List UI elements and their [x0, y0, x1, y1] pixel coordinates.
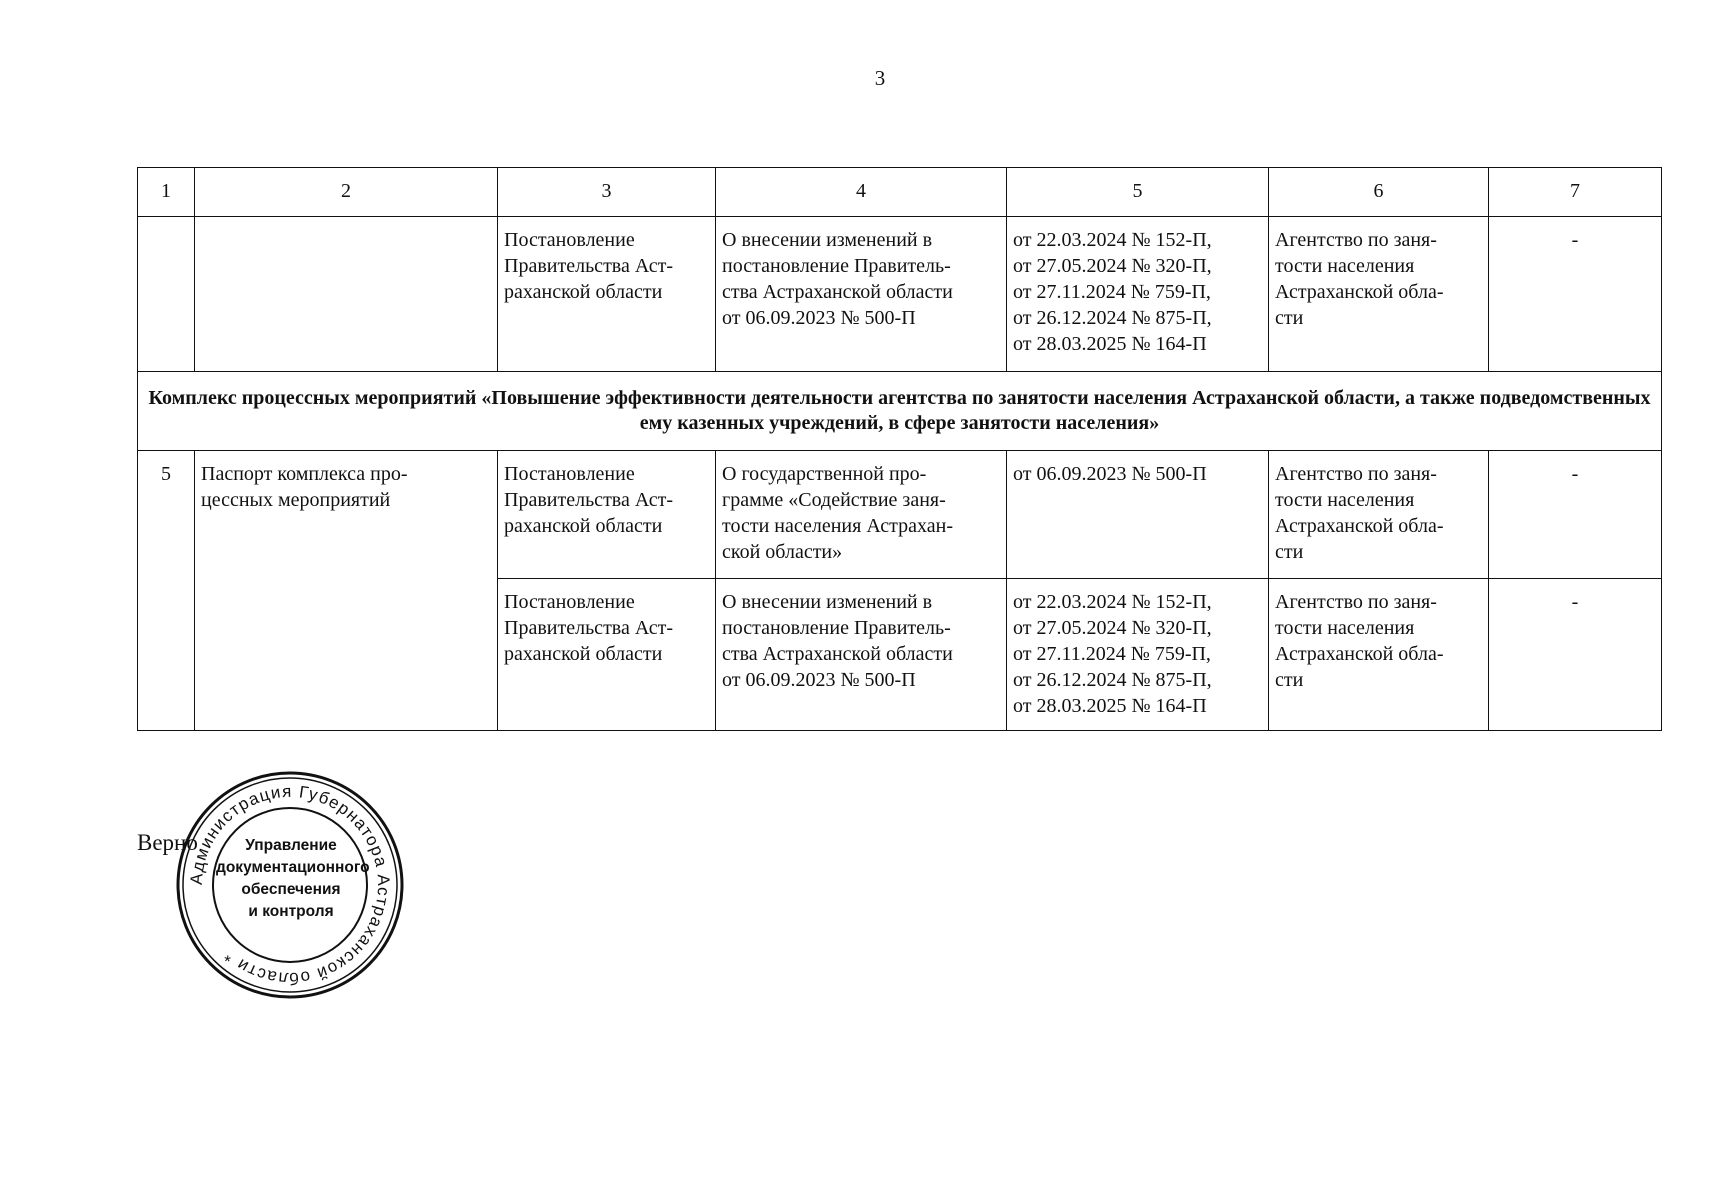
text-line: Агентство по заня- — [1275, 229, 1437, 251]
text-line: сти — [1275, 541, 1304, 563]
cell-document-title — [716, 579, 1007, 731]
text-line: от 28.03.2025 № 164-П — [1013, 333, 1207, 355]
text-line: ства Астраханской области — [722, 643, 953, 665]
seal-line: и контроля — [248, 903, 334, 920]
text-line: от 06.09.2023 № 500-П — [722, 669, 916, 691]
text-line: О внесении изменений в — [722, 591, 933, 613]
header-cell-3: 3 — [498, 168, 716, 217]
text-line: от 22.03.2024 № 152-П, — [1013, 229, 1212, 251]
cell-document-type — [498, 451, 716, 579]
text-line: от 26.12.2024 № 875-П, — [1013, 669, 1212, 691]
header-cell-1: 1 — [138, 168, 195, 217]
cell-document-dates — [1007, 451, 1269, 579]
cell-document-dates — [1007, 217, 1269, 372]
text-line: от 26.12.2024 № 875-П, — [1013, 307, 1212, 329]
table-row — [138, 451, 1662, 579]
cell-document-name — [195, 217, 498, 372]
text-line: раханской области — [504, 515, 663, 537]
cell-document-title — [716, 217, 1007, 372]
text-line: О внесении изменений в — [722, 229, 933, 251]
cell-document-name — [195, 451, 498, 731]
text-line: от 06.09.2023 № 500-П — [1013, 463, 1207, 485]
cell-responsible — [1269, 217, 1489, 372]
header-cell-5: 5 — [1007, 168, 1269, 217]
text-line: Паспорт комплекса про- — [201, 463, 408, 485]
cell-document-title — [716, 451, 1007, 579]
seal-center-text — [216, 835, 370, 923]
text-line: ства Астраханской области — [722, 281, 953, 303]
text-line: сти — [1275, 669, 1304, 691]
text-line: постановление Правитель- — [722, 255, 951, 277]
text-line: от 27.05.2024 № 320-П, — [1013, 617, 1212, 639]
text-line: О государственной про- — [722, 463, 927, 485]
text-line: ской области» — [722, 541, 843, 563]
text-line: от 27.05.2024 № 320-П, — [1013, 255, 1212, 277]
header-cell-4: 4 — [716, 168, 1007, 217]
cell-note: - — [1489, 217, 1662, 372]
cell-note: - — [1489, 579, 1662, 731]
text-line: раханской области — [504, 281, 663, 303]
text-line: Постановление — [504, 463, 635, 485]
cell-note: - — [1489, 451, 1662, 579]
text-line: от 06.09.2023 № 500-П — [722, 307, 916, 329]
text-line: цессных мероприятий — [201, 489, 391, 511]
cell-responsible — [1269, 451, 1489, 579]
official-seal — [175, 770, 405, 1000]
text-line: от 27.11.2024 № 759-П, — [1013, 281, 1211, 303]
cell-document-type — [498, 217, 716, 372]
text-line: тости населения — [1275, 489, 1415, 511]
header-cell-6: 6 — [1269, 168, 1489, 217]
seal-line: документационного — [216, 859, 370, 876]
section-title: Комплекс процессных мероприятий «Повышение эффективности деятельности агентства по занятости населения Астраханской области, а также подведомственных ему казенных учреждений, в сфере занятости населения» — [138, 372, 1662, 451]
text-line: постановление Правитель- — [722, 617, 951, 639]
text-line: Постановление — [504, 229, 635, 251]
cell-document-type — [498, 579, 716, 731]
cell-number: 5 — [138, 451, 195, 731]
text-line: от 28.03.2025 № 164-П — [1013, 695, 1207, 717]
text-line: Правительства Аст- — [504, 489, 674, 511]
text-line: Постановление — [504, 591, 635, 613]
text-line: тости населения — [1275, 617, 1415, 639]
seal-ring-text: Администрация Губернатора Астраханской области * — [186, 781, 394, 989]
text-line: Астраханской обла- — [1275, 281, 1444, 303]
text-line: Астраханской обла- — [1275, 515, 1444, 537]
cell-number — [138, 217, 195, 372]
text-line: тости населения — [1275, 255, 1415, 277]
header-cell-7: 7 — [1489, 168, 1662, 217]
text-line: от 22.03.2024 № 152-П, — [1013, 591, 1212, 613]
cell-responsible — [1269, 579, 1489, 731]
header-cell-2: 2 — [195, 168, 498, 217]
text-line: от 27.11.2024 № 759-П, — [1013, 643, 1211, 665]
text-line: раханской области — [504, 643, 663, 665]
table-row — [138, 217, 1662, 372]
cell-document-dates — [1007, 579, 1269, 731]
text-line: Правительства Аст- — [504, 255, 674, 277]
text-line: тости населения Астрахан- — [722, 515, 953, 537]
text-line: грамме «Содействие заня- — [722, 489, 946, 511]
seal-line: обеспечения — [241, 881, 341, 898]
text-line: Правительства Аст- — [504, 617, 674, 639]
text-line: Астраханской обла- — [1275, 643, 1444, 665]
section-row — [138, 372, 1662, 451]
text-line: сти — [1275, 307, 1304, 329]
page-number: 3 — [874, 66, 886, 90]
certification-text: Верно — [137, 830, 198, 855]
text-line: Агентство по заня- — [1275, 463, 1437, 485]
table-header-row — [138, 168, 1662, 217]
seal-line: Управление — [245, 837, 337, 854]
text-line: Агентство по заня- — [1275, 591, 1437, 613]
register-table — [137, 167, 1662, 731]
